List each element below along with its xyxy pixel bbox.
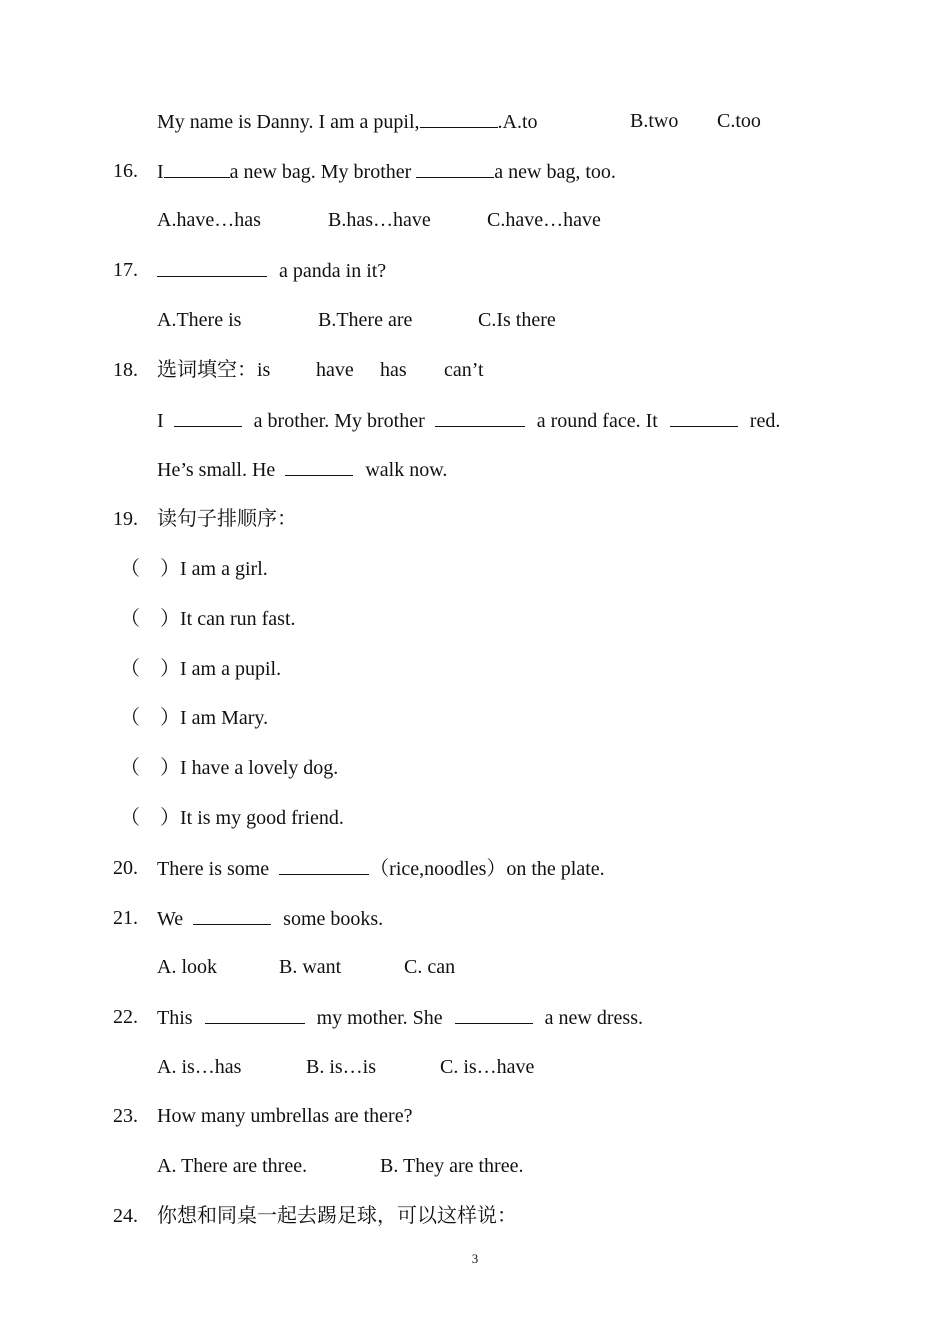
q22-option-b: B. is…is [306,1056,377,1078]
question-number: 17. [113,259,138,281]
answer-blank[interactable] [193,906,271,925]
question-number: 18. [113,359,138,381]
q24-text: 你想和同桌一起去踢足球，可以这样说： [157,1205,517,1227]
q22-text: a new dress. [544,1007,643,1029]
order-item: It can run fast. [180,608,296,630]
order-item: I have a lovely dog. [180,757,339,779]
page-number: 3 [471,1251,479,1266]
q22-text: This [157,1007,193,1029]
order-paren[interactable]: （ ） [120,707,180,729]
q18-word-cant: can’t [444,359,484,381]
question-number: 24. [113,1205,138,1227]
q21-option-a: A. look [157,956,217,978]
q18-text: a round face. It [536,410,658,432]
q17-option-a: A.There is [157,309,242,331]
q18-text: a brother. My brother [253,410,425,432]
answer-blank[interactable] [279,856,369,875]
order-item: I am a girl. [180,558,268,580]
order-item: It is my good friend. [180,807,344,829]
answer-blank[interactable] [420,109,498,128]
order-paren[interactable]: （ ） [120,658,180,680]
question-number: 23. [113,1105,138,1127]
question-16-text [157,159,616,184]
q21-option-b: B. want [279,956,342,978]
q23-text: How many umbrellas are there? [157,1105,413,1127]
q15-option-c: C.too [717,110,761,132]
order-paren[interactable]: （ ） [120,807,180,829]
q18-text: walk now. [365,459,448,481]
q21-text: We [157,908,184,930]
q21-text: some books. [283,908,384,930]
q16-option-a: A.have…has [157,209,261,231]
q15-text: My name is Danny. I am a pupil, [157,111,420,133]
q18-sentence-1 [157,408,780,433]
q23-option-b: B. They are three. [380,1155,524,1177]
q19-prompt: 读句子排顺序： [157,508,297,530]
answer-blank[interactable] [157,258,267,277]
q17-option-b: B.There are [318,309,413,331]
q15-option-a: .A.to [497,111,538,133]
question-number: 21. [113,907,138,929]
question-number: 19. [113,508,138,530]
answer-blank[interactable] [435,408,525,427]
q17-option-c: C.Is there [478,309,556,331]
question-21-text [157,906,383,931]
q16-option-b: B.has…have [328,209,431,231]
question-number: 16. [113,160,138,182]
order-paren[interactable]: （ ） [120,558,180,580]
q17-text: a panda in it? [279,260,387,282]
q22-text: my mother. She [316,1007,443,1029]
q16-text-3: a new bag, too. [494,161,616,183]
q16-text-2: a new bag. My brother [229,161,412,183]
q18-text: He’s small. He [157,459,276,481]
q16-option-c: C.have…have [487,209,601,231]
q18-sentence-2 [157,457,447,482]
order-item: I am a pupil. [180,658,282,680]
q23-option-a: A. There are three. [157,1155,308,1177]
q15-option-b: B.two [630,110,679,132]
q18-text: I [157,410,164,432]
q18-word-has: has [380,359,407,381]
question-15-line [157,109,538,134]
answer-blank[interactable] [205,1005,305,1024]
question-number: 20. [113,857,138,879]
question-22-text [157,1005,643,1030]
answer-blank[interactable] [670,408,738,427]
q18-word-have: have [316,359,354,381]
q21-option-c: C. can [404,956,456,978]
answer-blank[interactable] [416,159,494,178]
q16-text-1: I [157,161,164,183]
q22-option-a: A. is…has [157,1056,242,1078]
order-paren[interactable]: （ ） [120,608,180,630]
question-17-text [157,258,386,283]
question-20-text [157,856,605,881]
order-item: I am Mary. [180,707,269,729]
q18-text: red. [749,410,781,432]
q20-text: （rice,noodles）on the plate. [369,858,605,880]
question-number: 22. [113,1006,138,1028]
q22-option-c: C. is…have [440,1056,535,1078]
q18-prompt: 选词填空：is [157,359,271,381]
q20-text: There is some [157,858,270,880]
answer-blank[interactable] [285,457,353,476]
order-paren[interactable]: （ ） [120,757,180,779]
answer-blank[interactable] [174,408,242,427]
answer-blank[interactable] [164,159,230,178]
answer-blank[interactable] [455,1005,533,1024]
